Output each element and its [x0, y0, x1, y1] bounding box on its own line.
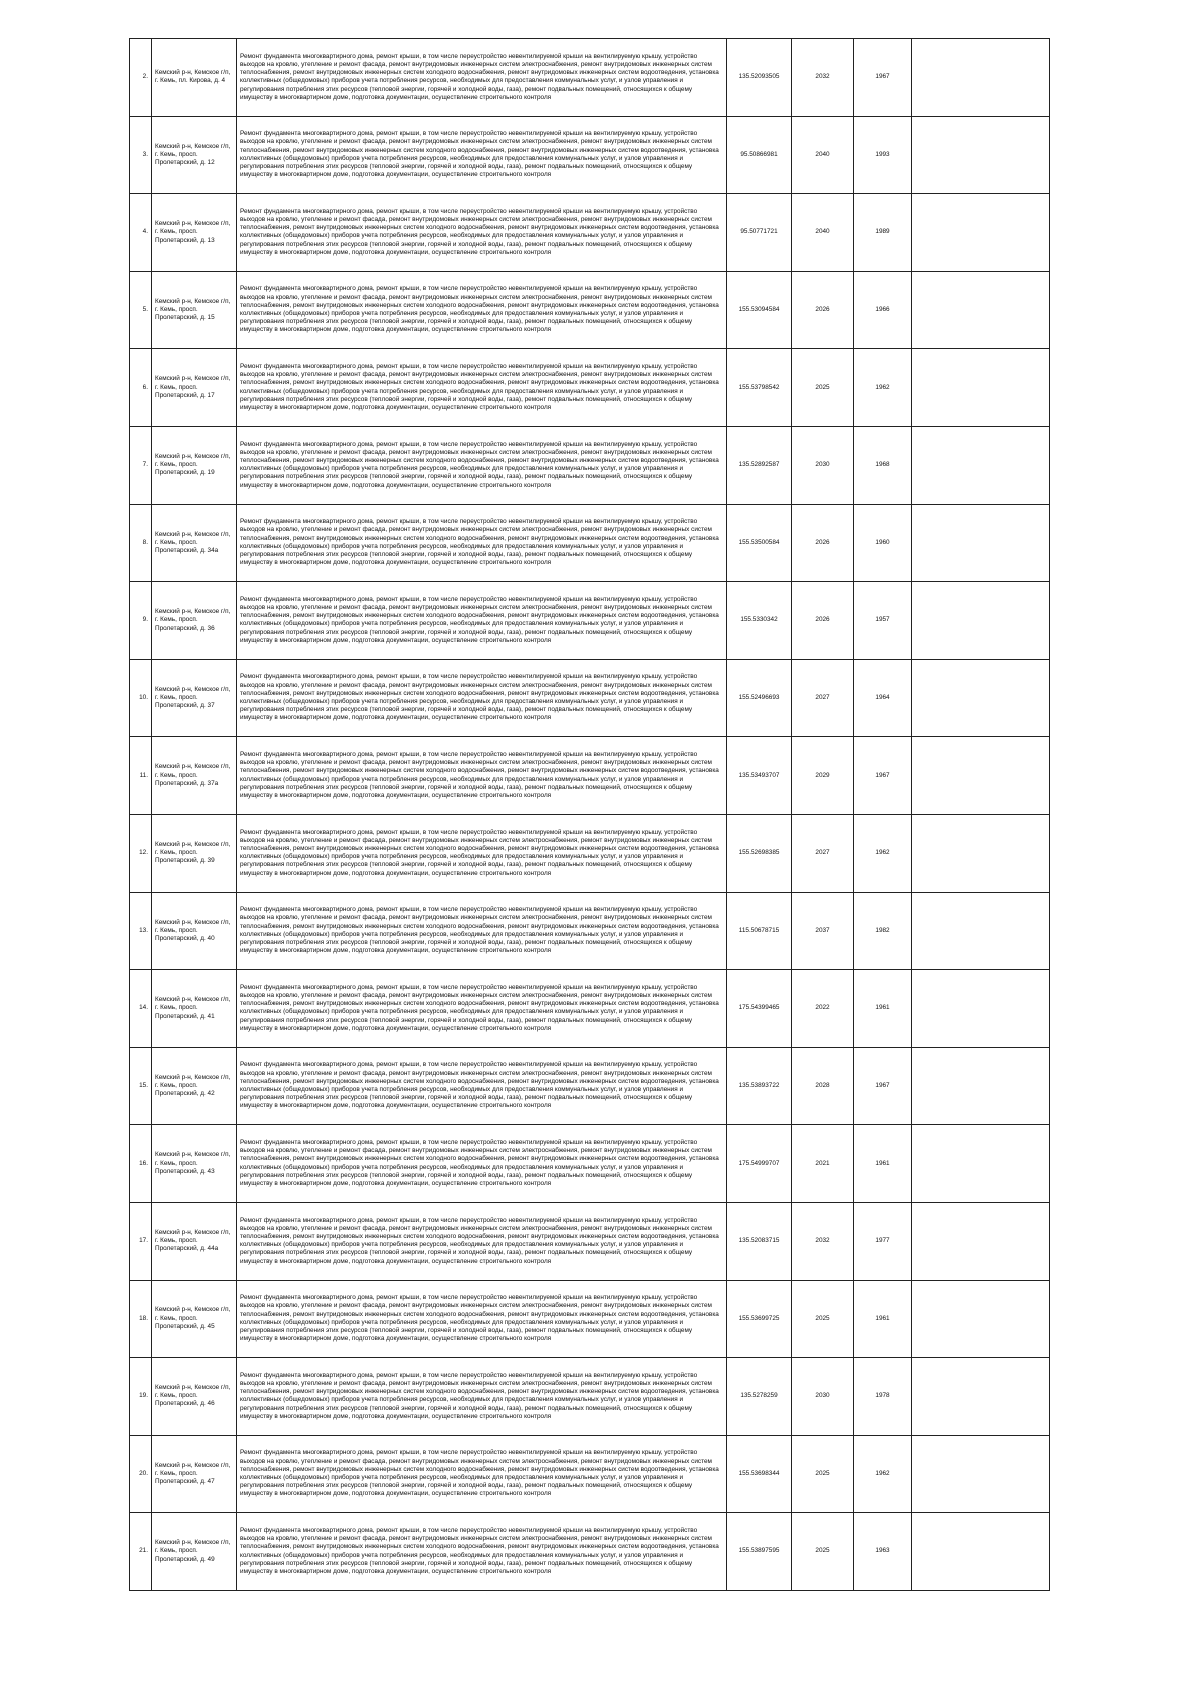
planned-year-cell: 2021	[792, 1125, 854, 1203]
year-built-cell: 1960	[854, 504, 912, 582]
cost-cell: 135.52093505	[727, 39, 792, 117]
planned-year-cell: 2025	[792, 1513, 854, 1591]
empty-cell	[912, 1047, 1050, 1125]
cost-cell: 135.52892587	[727, 426, 792, 504]
address-cell: Кемский р-н, Кемское г/п, г. Кемь, просп. Пролетарский, д. 39	[152, 814, 237, 892]
row-number: 14.	[130, 970, 152, 1048]
row-number: 16.	[130, 1125, 152, 1203]
row-number: 3.	[130, 116, 152, 194]
row-number: 21.	[130, 1513, 152, 1591]
planned-year-cell: 2029	[792, 737, 854, 815]
year-built-cell: 1963	[854, 1513, 912, 1591]
row-number: 10.	[130, 659, 152, 737]
address-cell: Кемский р-н, Кемское г/п, г. Кемь, просп. Пролетарский, д. 37	[152, 659, 237, 737]
works-description-cell: Ремонт фундамента многоквартирного дома, ремонт крыши, в том числе переустройство невентилируемой крыши на вентилируемую крышу, устройство выходов на кровлю, утепление и ремонт фасада, ремонт внутридомовых инженерных систем электроснабжения, ремонт внутридомовых инженерных систем теплоснабжения, ремонт внутридомовых инженерных систем холодного водоснабжения, ремонт внутридомовых инженерных систем водоотведения, установка коллективных (общедомовых) приборов учета потребления ресурсов, необходимых для предоставления коммунальных услуг, и узлов управления и регулирования потребления этих ресурсов (тепловой энергии, горячей и холодной воды, газа), ремонт подвальных помещений, относящихся к общему имуществу в многоквартирном доме, подготовка документации, осуществление строительного контроля	[237, 39, 727, 117]
empty-cell	[912, 582, 1050, 660]
address-cell: Кемский р-н, Кемское г/п, г. Кемь, просп. Пролетарский, д. 47	[152, 1435, 237, 1513]
cost-cell: 155.53897595	[727, 1513, 792, 1591]
address-cell: Кемский р-н, Кемское г/п, г. Кемь, просп. Пролетарский, д. 41	[152, 970, 237, 1048]
planned-year-cell: 2032	[792, 1202, 854, 1280]
empty-cell	[912, 892, 1050, 970]
planned-year-cell: 2037	[792, 892, 854, 970]
row-number: 9.	[130, 582, 152, 660]
empty-cell	[912, 39, 1050, 117]
cost-cell: 155.53698344	[727, 1435, 792, 1513]
planned-year-cell: 2027	[792, 659, 854, 737]
table-row	[130, 814, 1050, 892]
row-number: 11.	[130, 737, 152, 815]
table-row	[130, 426, 1050, 504]
row-number: 2.	[130, 39, 152, 117]
cost-cell: 155.52698385	[727, 814, 792, 892]
empty-cell	[912, 814, 1050, 892]
year-built-cell: 1977	[854, 1202, 912, 1280]
year-built-cell: 1968	[854, 426, 912, 504]
planned-year-cell: 2026	[792, 504, 854, 582]
table-row	[130, 271, 1050, 349]
works-description-cell: Ремонт фундамента многоквартирного дома, ремонт крыши, в том числе переустройство невентилируемой крыши на вентилируемую крышу, устройство выходов на кровлю, утепление и ремонт фасада, ремонт внутридомовых инженерных систем электроснабжения, ремонт внутридомовых инженерных систем теплоснабжения, ремонт внутридомовых инженерных систем холодного водоснабжения, ремонт внутридомовых инженерных систем водоотведения, установка коллективных (общедомовых) приборов учета потребления ресурсов, необходимых для предоставления коммунальных услуг, и узлов управления и регулирования потребления этих ресурсов (тепловой энергии, горячей и холодной воды, газа), ремонт подвальных помещений, относящихся к общему имуществу в многоквартирном доме, подготовка документации, осуществление строительного контроля	[237, 1125, 727, 1203]
table-row	[130, 194, 1050, 272]
works-description-cell: Ремонт фундамента многоквартирного дома, ремонт крыши, в том числе переустройство невентилируемой крыши на вентилируемую крышу, устройство выходов на кровлю, утепление и ремонт фасада, ремонт внутридомовых инженерных систем электроснабжения, ремонт внутридомовых инженерных систем теплоснабжения, ремонт внутридомовых инженерных систем холодного водоснабжения, ремонт внутридомовых инженерных систем водоотведения, установка коллективных (общедомовых) приборов учета потребления ресурсов, необходимых для предоставления коммунальных услуг, и узлов управления и регулирования потребления этих ресурсов (тепловой энергии, горячей и холодной воды, газа), ремонт подвальных помещений, относящихся к общему имуществу в многоквартирном доме, подготовка документации, осуществление строительного контроля	[237, 271, 727, 349]
capital-repair-table	[129, 38, 1050, 1591]
cost-cell: 155.53094584	[727, 271, 792, 349]
planned-year-cell: 2026	[792, 271, 854, 349]
cost-cell: 115.50678715	[727, 892, 792, 970]
planned-year-cell: 2032	[792, 39, 854, 117]
address-cell: Кемский р-н, Кемское г/п, г. Кемь, просп. Пролетарский, д. 45	[152, 1280, 237, 1358]
row-number: 8.	[130, 504, 152, 582]
empty-cell	[912, 116, 1050, 194]
works-description-cell: Ремонт фундамента многоквартирного дома, ремонт крыши, в том числе переустройство невентилируемой крыши на вентилируемую крышу, устройство выходов на кровлю, утепление и ремонт фасада, ремонт внутридомовых инженерных систем электроснабжения, ремонт внутридомовых инженерных систем теплоснабжения, ремонт внутридомовых инженерных систем холодного водоснабжения, ремонт внутридомовых инженерных систем водоотведения, установка коллективных (общедомовых) приборов учета потребления ресурсов, необходимых для предоставления коммунальных услуг, и узлов управления и регулирования потребления этих ресурсов (тепловой энергии, горячей и холодной воды, газа), ремонт подвальных помещений, относящихся к общему имуществу в многоквартирном доме, подготовка документации, осуществление строительного контроля	[237, 582, 727, 660]
works-description-cell: Ремонт фундамента многоквартирного дома, ремонт крыши, в том числе переустройство невентилируемой крыши на вентилируемую крышу, устройство выходов на кровлю, утепление и ремонт фасада, ремонт внутридомовых инженерных систем электроснабжения, ремонт внутридомовых инженерных систем теплоснабжения, ремонт внутридомовых инженерных систем холодного водоснабжения, ремонт внутридомовых инженерных систем водоотведения, установка коллективных (общедомовых) приборов учета потребления ресурсов, необходимых для предоставления коммунальных услуг, и узлов управления и регулирования потребления этих ресурсов (тепловой энергии, горячей и холодной воды, газа), ремонт подвальных помещений, относящихся к общему имуществу в многоквартирном доме, подготовка документации, осуществление строительного контроля	[237, 504, 727, 582]
table-row	[130, 1358, 1050, 1436]
cost-cell: 155.53798542	[727, 349, 792, 427]
table-row	[130, 970, 1050, 1048]
works-description-cell: Ремонт фундамента многоквартирного дома, ремонт крыши, в том числе переустройство невентилируемой крыши на вентилируемую крышу, устройство выходов на кровлю, утепление и ремонт фасада, ремонт внутридомовых инженерных систем электроснабжения, ремонт внутридомовых инженерных систем теплоснабжения, ремонт внутридомовых инженерных систем холодного водоснабжения, ремонт внутридомовых инженерных систем водоотведения, установка коллективных (общедомовых) приборов учета потребления ресурсов, необходимых для предоставления коммунальных услуг, и узлов управления и регулирования потребления этих ресурсов (тепловой энергии, горячей и холодной воды, газа), ремонт подвальных помещений, относящихся к общему имуществу в многоквартирном доме, подготовка документации, осуществление строительного контроля	[237, 1202, 727, 1280]
cost-cell: 155.5330342	[727, 582, 792, 660]
cost-cell: 135.5278259	[727, 1358, 792, 1436]
works-description-cell: Ремонт фундамента многоквартирного дома, ремонт крыши, в том числе переустройство невентилируемой крыши на вентилируемую крышу, устройство выходов на кровлю, утепление и ремонт фасада, ремонт внутридомовых инженерных систем электроснабжения, ремонт внутридомовых инженерных систем теплоснабжения, ремонт внутридомовых инженерных систем холодного водоснабжения, ремонт внутридомовых инженерных систем водоотведения, установка коллективных (общедомовых) приборов учета потребления ресурсов, необходимых для предоставления коммунальных услуг, и узлов управления и регулирования потребления этих ресурсов (тепловой энергии, горячей и холодной воды, газа), ремонт подвальных помещений, относящихся к общему имуществу в многоквартирном доме, подготовка документации, осуществление строительного контроля	[237, 659, 727, 737]
year-built-cell: 1961	[854, 1125, 912, 1203]
year-built-cell: 1967	[854, 39, 912, 117]
row-number: 4.	[130, 194, 152, 272]
empty-cell	[912, 737, 1050, 815]
row-number: 18.	[130, 1280, 152, 1358]
address-cell: Кемский р-н, Кемское г/п, г. Кемь, просп. Пролетарский, д. 34а	[152, 504, 237, 582]
row-number: 20.	[130, 1435, 152, 1513]
table-row	[130, 504, 1050, 582]
address-cell: Кемский р-н, Кемское г/п, г. Кемь, просп. Пролетарский, д. 49	[152, 1513, 237, 1591]
works-description-cell: Ремонт фундамента многоквартирного дома, ремонт крыши, в том числе переустройство невентилируемой крыши на вентилируемую крышу, устройство выходов на кровлю, утепление и ремонт фасада, ремонт внутридомовых инженерных систем электроснабжения, ремонт внутридомовых инженерных систем теплоснабжения, ремонт внутридомовых инженерных систем холодного водоснабжения, ремонт внутридомовых инженерных систем водоотведения, установка коллективных (общедомовых) приборов учета потребления ресурсов, необходимых для предоставления коммунальных услуг, и узлов управления и регулирования потребления этих ресурсов (тепловой энергии, горячей и холодной воды, газа), ремонт подвальных помещений, относящихся к общему имуществу в многоквартирном доме, подготовка документации, осуществление строительного контроля	[237, 349, 727, 427]
cost-cell: 155.53500584	[727, 504, 792, 582]
cost-cell: 95.50866981	[727, 116, 792, 194]
year-built-cell: 1962	[854, 1435, 912, 1513]
table-row	[130, 39, 1050, 117]
year-built-cell: 1957	[854, 582, 912, 660]
works-description-cell: Ремонт фундамента многоквартирного дома, ремонт крыши, в том числе переустройство невентилируемой крыши на вентилируемую крышу, устройство выходов на кровлю, утепление и ремонт фасада, ремонт внутридомовых инженерных систем электроснабжения, ремонт внутридомовых инженерных систем теплоснабжения, ремонт внутридомовых инженерных систем холодного водоснабжения, ремонт внутридомовых инженерных систем водоотведения, установка коллективных (общедомовых) приборов учета потребления ресурсов, необходимых для предоставления коммунальных услуг, и узлов управления и регулирования потребления этих ресурсов (тепловой энергии, горячей и холодной воды, газа), ремонт подвальных помещений, относящихся к общему имуществу в многоквартирном доме, подготовка документации, осуществление строительного контроля	[237, 737, 727, 815]
year-built-cell: 1962	[854, 814, 912, 892]
works-description-cell: Ремонт фундамента многоквартирного дома, ремонт крыши, в том числе переустройство невентилируемой крыши на вентилируемую крышу, устройство выходов на кровлю, утепление и ремонт фасада, ремонт внутридомовых инженерных систем электроснабжения, ремонт внутридомовых инженерных систем теплоснабжения, ремонт внутридомовых инженерных систем холодного водоснабжения, ремонт внутридомовых инженерных систем водоотведения, установка коллективных (общедомовых) приборов учета потребления ресурсов, необходимых для предоставления коммунальных услуг, и узлов управления и регулирования потребления этих ресурсов (тепловой энергии, горячей и холодной воды, газа), ремонт подвальных помещений, относящихся к общему имуществу в многоквартирном доме, подготовка документации, осуществление строительного контроля	[237, 1435, 727, 1513]
cost-cell: 155.52496693	[727, 659, 792, 737]
table-row	[130, 116, 1050, 194]
year-built-cell: 1978	[854, 1358, 912, 1436]
cost-cell: 95.50771721	[727, 194, 792, 272]
planned-year-cell: 2030	[792, 1358, 854, 1436]
address-cell: Кемский р-н, Кемское г/п, г. Кемь, пл. Кирова, д. 4	[152, 39, 237, 117]
address-cell: Кемский р-н, Кемское г/п, г. Кемь, просп. Пролетарский, д. 15	[152, 271, 237, 349]
table-row	[130, 892, 1050, 970]
year-built-cell: 1964	[854, 659, 912, 737]
empty-cell	[912, 970, 1050, 1048]
year-built-cell: 1989	[854, 194, 912, 272]
address-cell: Кемский р-н, Кемское г/п, г. Кемь, просп. Пролетарский, д. 46	[152, 1358, 237, 1436]
row-number: 13.	[130, 892, 152, 970]
works-description-cell: Ремонт фундамента многоквартирного дома, ремонт крыши, в том числе переустройство невентилируемой крыши на вентилируемую крышу, устройство выходов на кровлю, утепление и ремонт фасада, ремонт внутридомовых инженерных систем электроснабжения, ремонт внутридомовых инженерных систем теплоснабжения, ремонт внутридомовых инженерных систем холодного водоснабжения, ремонт внутридомовых инженерных систем водоотведения, установка коллективных (общедомовых) приборов учета потребления ресурсов, необходимых для предоставления коммунальных услуг, и узлов управления и регулирования потребления этих ресурсов (тепловой энергии, горячей и холодной воды, газа), ремонт подвальных помещений, относящихся к общему имуществу в многоквартирном доме, подготовка документации, осуществление строительного контроля	[237, 1280, 727, 1358]
empty-cell	[912, 1513, 1050, 1591]
address-cell: Кемский р-н, Кемское г/п, г. Кемь, просп. Пролетарский, д. 37а	[152, 737, 237, 815]
address-cell: Кемский р-н, Кемское г/п, г. Кемь, просп. Пролетарский, д. 40	[152, 892, 237, 970]
works-description-cell: Ремонт фундамента многоквартирного дома, ремонт крыши, в том числе переустройство невентилируемой крыши на вентилируемую крышу, устройство выходов на кровлю, утепление и ремонт фасада, ремонт внутридомовых инженерных систем электроснабжения, ремонт внутридомовых инженерных систем теплоснабжения, ремонт внутридомовых инженерных систем холодного водоснабжения, ремонт внутридомовых инженерных систем водоотведения, установка коллективных (общедомовых) приборов учета потребления ресурсов, необходимых для предоставления коммунальных услуг, и узлов управления и регулирования потребления этих ресурсов (тепловой энергии, горячей и холодной воды, газа), ремонт подвальных помещений, относящихся к общему имуществу в многоквартирном доме, подготовка документации, осуществление строительного контроля	[237, 892, 727, 970]
planned-year-cell: 2022	[792, 970, 854, 1048]
cost-cell: 175.54999707	[727, 1125, 792, 1203]
table-row	[130, 1047, 1050, 1125]
planned-year-cell: 2025	[792, 1280, 854, 1358]
empty-cell	[912, 1358, 1050, 1436]
empty-cell	[912, 1435, 1050, 1513]
empty-cell	[912, 349, 1050, 427]
planned-year-cell: 2025	[792, 1435, 854, 1513]
table-row	[130, 659, 1050, 737]
works-description-cell: Ремонт фундамента многоквартирного дома, ремонт крыши, в том числе переустройство невентилируемой крыши на вентилируемую крышу, устройство выходов на кровлю, утепление и ремонт фасада, ремонт внутридомовых инженерных систем электроснабжения, ремонт внутридомовых инженерных систем теплоснабжения, ремонт внутридомовых инженерных систем холодного водоснабжения, ремонт внутридомовых инженерных систем водоотведения, установка коллективных (общедомовых) приборов учета потребления ресурсов, необходимых для предоставления коммунальных услуг, и узлов управления и регулирования потребления этих ресурсов (тепловой энергии, горячей и холодной воды, газа), ремонт подвальных помещений, относящихся к общему имуществу в многоквартирном доме, подготовка документации, осуществление строительного контроля	[237, 814, 727, 892]
table-row	[130, 1280, 1050, 1358]
cost-cell: 175.54399465	[727, 970, 792, 1048]
works-description-cell: Ремонт фундамента многоквартирного дома, ремонт крыши, в том числе переустройство невентилируемой крыши на вентилируемую крышу, устройство выходов на кровлю, утепление и ремонт фасада, ремонт внутридомовых инженерных систем электроснабжения, ремонт внутридомовых инженерных систем теплоснабжения, ремонт внутридомовых инженерных систем холодного водоснабжения, ремонт внутридомовых инженерных систем водоотведения, установка коллективных (общедомовых) приборов учета потребления ресурсов, необходимых для предоставления коммунальных услуг, и узлов управления и регулирования потребления этих ресурсов (тепловой энергии, горячей и холодной воды, газа), ремонт подвальных помещений, относящихся к общему имуществу в многоквартирном доме, подготовка документации, осуществление строительного контроля	[237, 1513, 727, 1591]
planned-year-cell: 2028	[792, 1047, 854, 1125]
table-row	[130, 1513, 1050, 1591]
address-cell: Кемский р-н, Кемское г/п, г. Кемь, просп. Пролетарский, д. 36	[152, 582, 237, 660]
table-row	[130, 737, 1050, 815]
empty-cell	[912, 1202, 1050, 1280]
empty-cell	[912, 1125, 1050, 1203]
year-built-cell: 1967	[854, 737, 912, 815]
row-number: 7.	[130, 426, 152, 504]
address-cell: Кемский р-н, Кемское г/п, г. Кемь, просп. Пролетарский, д. 42	[152, 1047, 237, 1125]
table-row	[130, 1202, 1050, 1280]
address-cell: Кемский р-н, Кемское г/п, г. Кемь, просп. Пролетарский, д. 19	[152, 426, 237, 504]
row-number: 6.	[130, 349, 152, 427]
row-number: 17.	[130, 1202, 152, 1280]
year-built-cell: 1961	[854, 1280, 912, 1358]
planned-year-cell: 2027	[792, 814, 854, 892]
row-number: 19.	[130, 1358, 152, 1436]
table-body	[130, 39, 1050, 1591]
cost-cell: 135.52083715	[727, 1202, 792, 1280]
table-row	[130, 1125, 1050, 1203]
table-row	[130, 1435, 1050, 1513]
table-row	[130, 582, 1050, 660]
empty-cell	[912, 504, 1050, 582]
empty-cell	[912, 1280, 1050, 1358]
row-number: 12.	[130, 814, 152, 892]
empty-cell	[912, 194, 1050, 272]
address-cell: Кемский р-н, Кемское г/п, г. Кемь, просп. Пролетарский, д. 44а	[152, 1202, 237, 1280]
table-row	[130, 349, 1050, 427]
planned-year-cell: 2026	[792, 582, 854, 660]
works-description-cell: Ремонт фундамента многоквартирного дома, ремонт крыши, в том числе переустройство невентилируемой крыши на вентилируемую крышу, устройство выходов на кровлю, утепление и ремонт фасада, ремонт внутридомовых инженерных систем электроснабжения, ремонт внутридомовых инженерных систем теплоснабжения, ремонт внутридомовых инженерных систем холодного водоснабжения, ремонт внутридомовых инженерных систем водоотведения, установка коллективных (общедомовых) приборов учета потребления ресурсов, необходимых для предоставления коммунальных услуг, и узлов управления и регулирования потребления этих ресурсов (тепловой энергии, горячей и холодной воды, газа), ремонт подвальных помещений, относящихся к общему имуществу в многоквартирном доме, подготовка документации, осуществление строительного контроля	[237, 970, 727, 1048]
planned-year-cell: 2030	[792, 426, 854, 504]
empty-cell	[912, 659, 1050, 737]
year-built-cell: 1966	[854, 271, 912, 349]
works-description-cell: Ремонт фундамента многоквартирного дома, ремонт крыши, в том числе переустройство невентилируемой крыши на вентилируемую крышу, устройство выходов на кровлю, утепление и ремонт фасада, ремонт внутридомовых инженерных систем электроснабжения, ремонт внутридомовых инженерных систем теплоснабжения, ремонт внутридомовых инженерных систем холодного водоснабжения, ремонт внутридомовых инженерных систем водоотведения, установка коллективных (общедомовых) приборов учета потребления ресурсов, необходимых для предоставления коммунальных услуг, и узлов управления и регулирования потребления этих ресурсов (тепловой энергии, горячей и холодной воды, газа), ремонт подвальных помещений, относящихся к общему имуществу в многоквартирном доме, подготовка документации, осуществление строительного контроля	[237, 194, 727, 272]
year-built-cell: 1993	[854, 116, 912, 194]
address-cell: Кемский р-н, Кемское г/п, г. Кемь, просп. Пролетарский, д. 13	[152, 194, 237, 272]
row-number: 15.	[130, 1047, 152, 1125]
row-number: 5.	[130, 271, 152, 349]
address-cell: Кемский р-н, Кемское г/п, г. Кемь, просп. Пролетарский, д. 12	[152, 116, 237, 194]
year-built-cell: 1967	[854, 1047, 912, 1125]
planned-year-cell: 2025	[792, 349, 854, 427]
cost-cell: 135.53493707	[727, 737, 792, 815]
works-description-cell: Ремонт фундамента многоквартирного дома, ремонт крыши, в том числе переустройство невентилируемой крыши на вентилируемую крышу, устройство выходов на кровлю, утепление и ремонт фасада, ремонт внутридомовых инженерных систем электроснабжения, ремонт внутридомовых инженерных систем теплоснабжения, ремонт внутридомовых инженерных систем холодного водоснабжения, ремонт внутридомовых инженерных систем водоотведения, установка коллективных (общедомовых) приборов учета потребления ресурсов, необходимых для предоставления коммунальных услуг, и узлов управления и регулирования потребления этих ресурсов (тепловой энергии, горячей и холодной воды, газа), ремонт подвальных помещений, относящихся к общему имуществу в многоквартирном доме, подготовка документации, осуществление строительного контроля	[237, 116, 727, 194]
empty-cell	[912, 271, 1050, 349]
works-description-cell: Ремонт фундамента многоквартирного дома, ремонт крыши, в том числе переустройство невентилируемой крыши на вентилируемую крышу, устройство выходов на кровлю, утепление и ремонт фасада, ремонт внутридомовых инженерных систем электроснабжения, ремонт внутридомовых инженерных систем теплоснабжения, ремонт внутридомовых инженерных систем холодного водоснабжения, ремонт внутридомовых инженерных систем водоотведения, установка коллективных (общедомовых) приборов учета потребления ресурсов, необходимых для предоставления коммунальных услуг, и узлов управления и регулирования потребления этих ресурсов (тепловой энергии, горячей и холодной воды, газа), ремонт подвальных помещений, относящихся к общему имуществу в многоквартирном доме, подготовка документации, осуществление строительного контроля	[237, 1358, 727, 1436]
works-description-cell: Ремонт фундамента многоквартирного дома, ремонт крыши, в том числе переустройство невентилируемой крыши на вентилируемую крышу, устройство выходов на кровлю, утепление и ремонт фасада, ремонт внутридомовых инженерных систем электроснабжения, ремонт внутридомовых инженерных систем теплоснабжения, ремонт внутридомовых инженерных систем холодного водоснабжения, ремонт внутридомовых инженерных систем водоотведения, установка коллективных (общедомовых) приборов учета потребления ресурсов, необходимых для предоставления коммунальных услуг, и узлов управления и регулирования потребления этих ресурсов (тепловой энергии, горячей и холодной воды, газа), ремонт подвальных помещений, относящихся к общему имуществу в многоквартирном доме, подготовка документации, осуществление строительного контроля	[237, 426, 727, 504]
cost-cell: 135.53893722	[727, 1047, 792, 1125]
planned-year-cell: 2040	[792, 116, 854, 194]
address-cell: Кемский р-н, Кемское г/п, г. Кемь, просп. Пролетарский, д. 43	[152, 1125, 237, 1203]
cost-cell: 155.53699725	[727, 1280, 792, 1358]
year-built-cell: 1982	[854, 892, 912, 970]
empty-cell	[912, 426, 1050, 504]
works-description-cell: Ремонт фундамента многоквартирного дома, ремонт крыши, в том числе переустройство невентилируемой крыши на вентилируемую крышу, устройство выходов на кровлю, утепление и ремонт фасада, ремонт внутридомовых инженерных систем электроснабжения, ремонт внутридомовых инженерных систем теплоснабжения, ремонт внутридомовых инженерных систем холодного водоснабжения, ремонт внутридомовых инженерных систем водоотведения, установка коллективных (общедомовых) приборов учета потребления ресурсов, необходимых для предоставления коммунальных услуг, и узлов управления и регулирования потребления этих ресурсов (тепловой энергии, горячей и холодной воды, газа), ремонт подвальных помещений, относящихся к общему имуществу в многоквартирном доме, подготовка документации, осуществление строительного контроля	[237, 1047, 727, 1125]
planned-year-cell: 2040	[792, 194, 854, 272]
year-built-cell: 1962	[854, 349, 912, 427]
year-built-cell: 1961	[854, 970, 912, 1048]
address-cell: Кемский р-н, Кемское г/п, г. Кемь, просп. Пролетарский, д. 17	[152, 349, 237, 427]
